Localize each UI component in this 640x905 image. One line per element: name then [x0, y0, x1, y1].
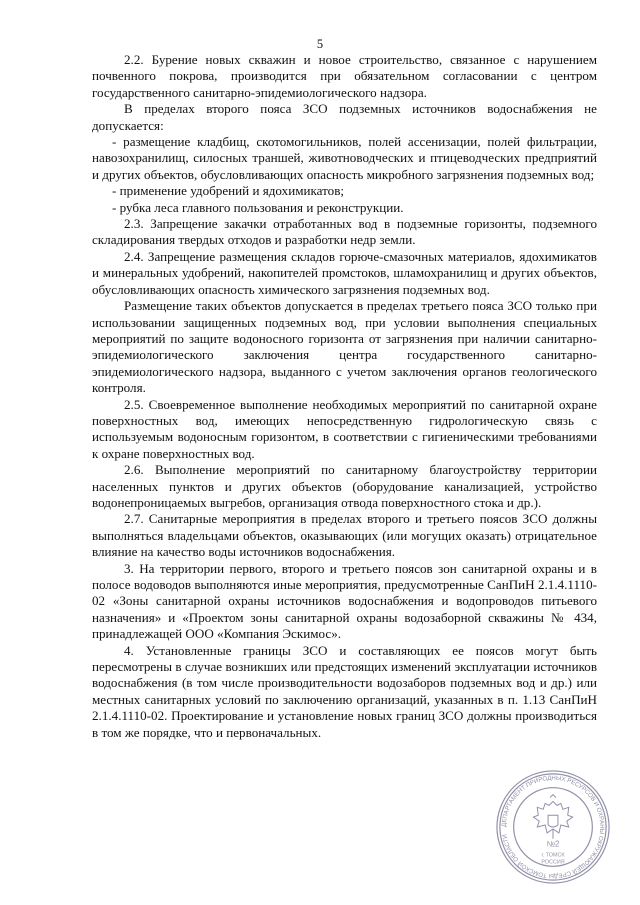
- seal-ring-text: ДЕПАРТАМЕНТ ПРИРОДНЫХ РЕСУРСОВ И ОХРАНЫ ОКРУЖАЮЩЕЙ СРЕДЫ ТОМСКОЙ ОБЛАСТИ: [500, 774, 606, 880]
- paragraph-2-6: 2.6. Выполнение мероприятий по санитарному благоустройству территории населенных пунктов и других объектов (оборудование канализацией, устройство водонепроницаемых выгребов, организация отвода поверхностного стока и др.).: [92, 462, 597, 510]
- paragraph-placement-allowed: Размещение таких объектов допускается в пределах третьего пояса ЗСО только при использовании защищенных подземных вод, при условии выполнения специальных мероприятий по защите водоносного горизонта от загрязнения при наличии санитарно-эпидемиологического заключения центра государственного санитарно-эпидемиологического надзора, выданного с учетом заключения органов геологического контроля.: [92, 298, 597, 396]
- eagle-emblem-icon: [533, 795, 572, 839]
- paragraph-2-4: 2.4. Запрещение размещения складов горюче-смазочных материалов, ядохимикатов и минеральных удобрений, накопителей промстоков, шламохранилищ и других объектов, обусловливающих опасность химического загрязнения подземных вод.: [92, 248, 597, 297]
- official-seal-stamp: [494, 768, 612, 886]
- seal-country: РОССИЯ: [541, 859, 565, 866]
- paragraph-4: 4. Установленные границы ЗСО и составляющих ее поясов могут быть пересмотрены в случае возникших или предстоящих изменений эксплуатации источников водоснабжения (в том числе производительности водозаборов подземных вод и др.) или местных санитарных условий по заключению организаций, указанных в п. 1.13 СанПиН 2.1.4.1110-02. Проектирование и установление новых границ ЗСО должны производиться в том же порядке, что и первоначальных.: [92, 642, 597, 740]
- paragraph-2-2: 2.2. Бурение новых скважин и новое строительство, связанное с нарушением почвенного покрова, производится при обязательном согласовании с центром государственного санитарно-эпидемиологического надзора.: [92, 52, 597, 100]
- seal-number: №2: [546, 839, 560, 849]
- paragraph-2-7: 2.7. Санитарные мероприятия в пределах второго и третьего поясов ЗСО должны выполняться владельцами объектов, оказывающих (или могущих оказать) отрицательное влияние на качество воды источников водоснабжения.: [92, 511, 597, 560]
- paragraph-3: 3. На территории первого, второго и третьего поясов зон санитарной охраны и в полосе водоводов выполняются иные мероприятия, предусмотренные СанПиН 2.1.4.1110-02 «Зоны санитарной охраны источников водоснабжения и водопроводов питьевого назначения» и «Проектом зоны санитарной охраны водозаборной скважины № 434, принадлежащей ООО «Компания Эскимос».: [92, 560, 597, 642]
- list-item-placement: - размещение кладбищ, скотомогильников, полей ассенизации, полей фильтрации, навозохранилищ, силосных траншей, животноводческих и птицеводческих предприятий и других объектов, обусловливающих опасность микробного загрязнения подземных вод;: [92, 134, 597, 182]
- paragraph-2-5: 2.5. Своевременное выполнение необходимых мероприятий по санитарной охране поверхностных вод, имеющих непосредственную гидрологическую связь с используемым водоносным горизонтом, в соответствии с гигиеническими требованиями к охране поверхностных вод.: [92, 396, 597, 461]
- list-item-logging: - рубка леса главного пользования и реконструкции.: [112, 199, 404, 215]
- list-item-fertilizers: - применение удобрений и ядохимикатов;: [112, 183, 345, 199]
- document-body: [92, 52, 597, 741]
- paragraph-2-3: 2.3. Запрещение закачки отработанных вод в подземные горизонты, подземного складирования твердых отходов и разработки недр земли.: [92, 216, 597, 248]
- page-number: 5: [316, 37, 324, 51]
- paragraph-zone2-intro: В пределах второго пояса ЗСО подземных источников водоснабжения не допускается:: [92, 101, 597, 133]
- seal-city: г. ТОМСК: [541, 852, 565, 859]
